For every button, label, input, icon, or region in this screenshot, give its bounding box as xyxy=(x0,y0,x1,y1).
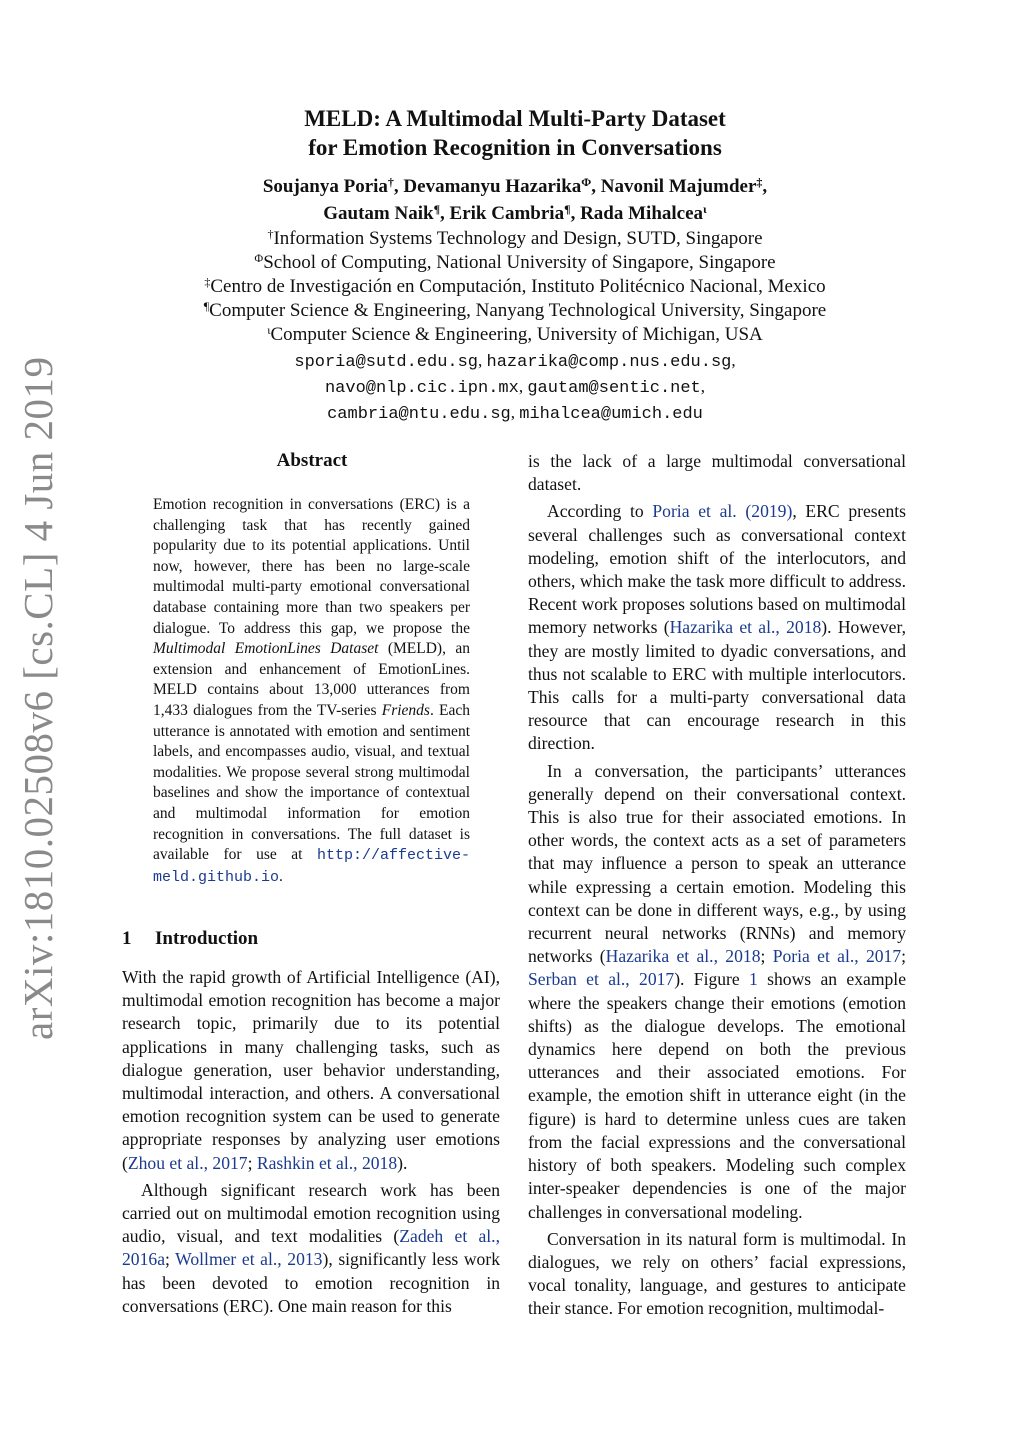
author-mark: Φ xyxy=(581,175,592,189)
paragraph-text: According to xyxy=(547,501,653,522)
right-column xyxy=(528,450,906,1325)
abstract-part: (MELD), an extension and enhancement of EmotionLines. MELD contains about 13,000 utterances from 1,433 dialogues from the TV-series xyxy=(153,640,470,719)
paragraph-text: In a conversation, the participants’ utterances generally depend on their conversational context. This is also true for their associated emotions. In other words, the context acts as a set of parameters that may influence a person to speak an utterance while expressing a certain emotion. Modeling this context can be done in different ways, e.g., by using recurrent neural networks (RNNs) and memory networks ( xyxy=(528,760,906,967)
affiliation-mark: ι xyxy=(267,323,271,337)
affiliation-text: School of Computing, National University of Singapore, Singapore xyxy=(263,252,776,273)
email-link[interactable]: mihalcea@umich.edu xyxy=(519,405,703,424)
paper-title-line-2: for Emotion Recognition in Conversations xyxy=(308,135,722,160)
abstract-heading: Abstract xyxy=(276,450,348,471)
left-column xyxy=(122,966,500,1322)
intro-paragraph-1: With the rapid growth of Artificial Intelligence (AI), multimodal emotion recognition has become a major research topic, primarily due to its potential applications in many challenging tasks, such as dialogue generation, user behavior understanding, multimodal interaction, and others. A conversational emotion recognition system can be used to generate appropriate responses by analyzing user emotions (Zhou et al., 2017; Rashkin et al., 2018). xyxy=(122,967,500,1173)
citation-link[interactable]: Hazarika et al., 2018 xyxy=(669,617,822,638)
author-line-1: Soujanya Poria†, Devamanyu Hazarika$^\Phi$, Navonil Majumder‡, xyxy=(262,175,768,197)
citation-link[interactable]: Poria et al. (2019) xyxy=(652,501,793,522)
author-name: Erik Cambria xyxy=(449,203,565,224)
right-paragraph-continued: is the lack of a large multimodal conversational dataset. xyxy=(528,451,906,495)
affiliation-mark: Φ xyxy=(254,251,264,265)
paragraph-text: shows an example where the speakers change their emotions (emotion shifts) as the dialogue develops. The emotional dynamics here depend on both the previous utterances and their associated emotions. For example, the emotion shift in utterance eight (in the figure) is hard to determine unless cues are taken from the facial expressions and the conversational history of both speakers. Modeling such complex inter-speaker dependencies is one of the major challenges in conversational modeling. xyxy=(528,969,906,1222)
paragraph-text: ). Figure xyxy=(674,969,750,990)
paper-title-line-1: MELD: A Multimodal Multi-Party Dataset xyxy=(304,106,726,131)
email-link[interactable]: sporia@sutd.edu.sg xyxy=(294,353,479,372)
author-mark: ¶ xyxy=(433,202,441,216)
affiliation xyxy=(120,227,910,251)
section-heading-introduction xyxy=(122,928,258,950)
right-paragraph-1 xyxy=(528,500,906,755)
citation-link[interactable]: Wollmer et al., 2013 xyxy=(175,1249,323,1270)
arxiv-identifier: arXiv:1810.02508v6 [cs.CL] 4 Jun 2019 xyxy=(15,356,61,1040)
paragraph-text: ). xyxy=(397,1152,408,1173)
affiliation-mark: ¶ xyxy=(203,299,210,313)
email-link[interactable]: hazarika@comp.nus.edu.sg xyxy=(486,353,732,372)
abstract-part: . xyxy=(279,867,283,885)
citation-link[interactable]: Zadeh et al., 2016a xyxy=(122,1226,500,1270)
author-mark: ι xyxy=(703,202,707,216)
citation-link[interactable]: Poria et al., 2017 xyxy=(772,946,902,967)
author-name: Gautam Naik xyxy=(323,203,434,224)
affiliation-text: Information Systems Technology and Design, SUTD, Singapore xyxy=(273,228,763,249)
abstract-text xyxy=(153,495,470,888)
affiliation xyxy=(120,275,910,299)
right-paragraph-3: Conversation in its natural form is multimodal. In dialogues, we rely on others’ facial expressions, vocal tonality, language, and gestures to anticipate their stance. For emotion recognition, multimodal- xyxy=(528,1228,906,1319)
author-line-2: Gautam Naik¶, Erik Cambria¶, Rada Mihalcea$^\iota$ xyxy=(323,202,707,224)
author-mark: † xyxy=(387,175,394,189)
paragraph-text: ). However, they are mostly limited to dyadic conversations, and thus not scalable to ERC with multiple interlocutors. This calls for a multi-party conversational data resource that can encourage research in this direction. xyxy=(528,617,906,754)
affiliation xyxy=(120,299,910,323)
intro-paragraph-2: Although significant research work has been carried out on multimodal emotion recognition using audio, visual, and text modalities (Zadeh et al., 2016a; Wollmer et al., 2013), significantly less work has been devoted to emotion recognition in conversations (ERC). One main reason for this xyxy=(122,1179,501,1316)
paragraph-text: , ERC presents several challenges such as conversational context modeling, emotion shift of the interlocutors, and others, which make the task more difficult to address. Recent work proposes solutions based on multimodal memory networks ( xyxy=(528,501,906,638)
email-link[interactable]: navo@nlp.cic.ipn.mx xyxy=(324,379,519,398)
paper-header xyxy=(120,104,910,427)
paragraph-text: With the rapid growth of Artificial Intelligence (AI), multimodal emotion recognition has become a major research topic, primarily due to its potential applications in many challenging tasks, such as dialogue generation, user behavior understanding, multimodal interaction, and others. A conversational emotion recognition system can be used to generate appropriate responses by analyzing user emotions ( xyxy=(122,967,500,1173)
right-paragraph-2: In a conversation, the participants’ utterances generally depend on their conversational context. This is also true for their associated emotions. In other words, the context acts as a set of parameters that may influence a person to speak an utterance while expressing a certain emotion. Modeling this context can be done in different ways, e.g., by using recurrent neural networks (RNNs) and memory networks (Hazarika et al., 2018; Poria et al., 2017; Serban et al., 2017). Figure 1 shows an example where the speakers change their emotions (emotion shifts) as the dialogue develops. The emotional dynamics here depend on both the previous utterances and their associated emotions. For example, the emotion shift in utterance eight (in the figure) is hard to determine unless cues are taken from the facial expressions and the conversational history of both speakers. Modeling such complex inter-speaker dependencies is one of the major challenges in conversational modeling. xyxy=(528,760,907,1222)
abstract-part: . Each utterance is annotated with emotion and sentiment labels, and encompasses audio, visual, and textual modalities. We propose several strong multimodal baselines and show the importance of contextual and multimodal information for emotion recognition in conversations. The full dataset is available for use at xyxy=(153,701,470,864)
author-mark: ‡ xyxy=(756,175,763,189)
dataset-url-link[interactable]: http://affective-meld.github.io xyxy=(153,847,470,886)
author-name: Navonil Majumder xyxy=(600,176,757,197)
affiliation-mark: ‡ xyxy=(204,275,211,289)
section-number: 1 xyxy=(122,928,132,949)
email-list: sporia@sutd.edu.sg, hazarika@comp.nus.edu.sg, navo@nlp.cic.ipn.mx, gautam@sentic.net, cambria@ntu.edu.sg, mihalcea@umich.edu xyxy=(294,351,736,424)
author-mark: ¶ xyxy=(564,202,571,216)
author-name: Rada Mihalcea xyxy=(580,203,704,224)
email-link[interactable]: gautam@sentic.net xyxy=(527,379,701,398)
affiliation-mark: † xyxy=(267,227,274,241)
abstract-part: Emotion recognition in conversations (ERC) is a challenging task that has recently gained popularity due to its potential applications. Until now, however, there has been no large-scale multimodal multi-party emotional conversational database containing more than two speakers per dialogue. To address this gap, we propose the xyxy=(153,496,470,637)
citation-link[interactable]: Rashkin et al., 2018 xyxy=(256,1152,398,1173)
citation-link[interactable]: Zhou et al., 2017 xyxy=(127,1152,248,1173)
author-list xyxy=(120,173,910,227)
affiliation xyxy=(120,323,910,347)
abstract-dataset-name: Multimodal EmotionLines Dataset xyxy=(153,640,379,658)
affiliation xyxy=(120,251,910,275)
figure-ref-link[interactable]: 1 xyxy=(749,969,758,990)
paragraph-text: ), significantly less work has been devoted to emotion recognition in conversations (ERC). One main reason for this xyxy=(122,1249,501,1316)
citation-link[interactable]: Hazarika et al., 2018 xyxy=(605,946,761,967)
affiliation-text: Computer Science & Engineering, University of Michigan, USA xyxy=(270,324,763,345)
author-name: Devamanyu Hazarika xyxy=(403,176,582,197)
affiliation-text: Computer Science & Engineering, Nanyang Technological University, Singapore xyxy=(209,300,827,321)
email-link[interactable]: cambria@ntu.edu.sg xyxy=(327,405,511,424)
author-name: Soujanya Poria xyxy=(262,176,388,197)
affiliation-text: Centro de Investigación en Computación, Instituto Politécnico Nacional, Mexico xyxy=(210,276,826,297)
paragraph-text: Although significant research work has been carried out on multimodal emotion recognition using audio, visual, and text modalities ( xyxy=(122,1179,500,1247)
abstract-tv-series: Friends xyxy=(381,701,430,719)
section-title: Introduction xyxy=(155,928,259,949)
citation-link[interactable]: Serban et al., 2017 xyxy=(528,969,675,990)
